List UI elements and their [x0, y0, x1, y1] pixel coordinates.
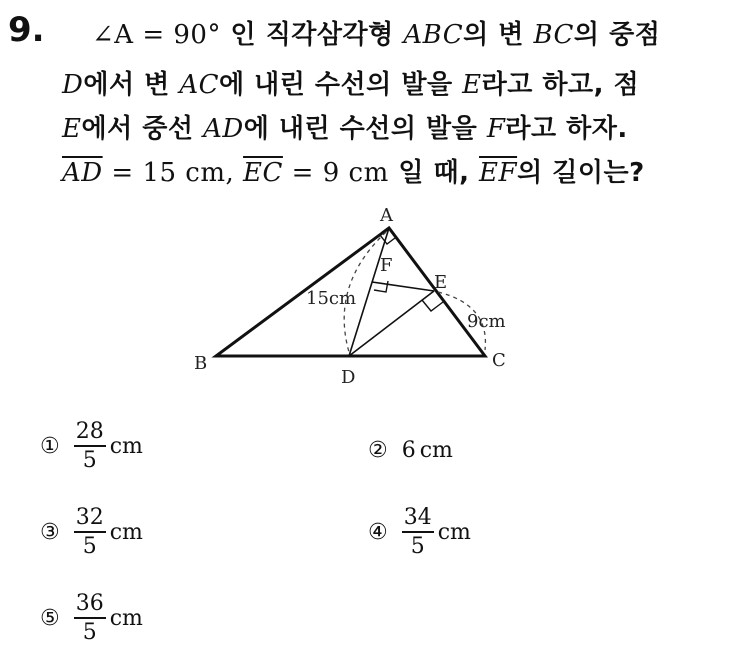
choice-1[interactable]	[40, 420, 143, 472]
numerator: 36	[74, 592, 106, 619]
label-b: B	[194, 353, 208, 374]
math-abc: ABC	[403, 20, 464, 50]
text: 에 내린 수선의 발을	[243, 114, 487, 144]
numerator: 32	[74, 506, 106, 533]
numerator: 34	[402, 506, 434, 533]
angle-condition: ∠A = 90°	[92, 20, 221, 50]
length-label-ad: 15cm	[306, 288, 357, 309]
denominator: 5	[82, 620, 97, 646]
unit: cm	[109, 605, 143, 631]
label-e: E	[434, 272, 448, 293]
segment-ef	[372, 282, 434, 291]
text: 의 중점	[573, 20, 661, 50]
unit: cm	[109, 519, 143, 545]
choice-4[interactable]	[368, 506, 471, 558]
denominator: 5	[82, 534, 97, 560]
segment-ec: $\overline{EC}$	[243, 158, 283, 188]
text: 의 길이는?	[517, 158, 645, 188]
text: 에서 변	[83, 70, 180, 100]
math-ad: AD	[203, 114, 244, 144]
choice-mark: ⑤	[40, 605, 60, 631]
numerator: 28	[74, 420, 106, 447]
choice-mark: ③	[40, 519, 60, 545]
segment-de	[349, 291, 434, 356]
segment-ef: $\overline{EF}$	[479, 158, 518, 188]
denominator: 5	[410, 534, 425, 560]
fraction	[74, 592, 106, 644]
choice-5[interactable]	[40, 592, 143, 644]
choice-2[interactable]	[368, 438, 453, 463]
right-angle-mark-a	[380, 235, 395, 244]
text: 라고 하자.	[505, 114, 628, 144]
math-d: D	[62, 70, 84, 100]
math-e: E	[62, 114, 82, 144]
unit: cm	[419, 438, 453, 463]
choice-3[interactable]	[40, 506, 143, 558]
unit: cm	[437, 519, 471, 545]
unit: cm	[109, 433, 143, 459]
text: 인 직각삼각형	[220, 20, 404, 50]
segment-ad: $\overline{AD}$	[62, 158, 103, 188]
length-label-ec: 9cm	[467, 311, 506, 332]
math-e: E	[462, 70, 482, 100]
choice-mark: ②	[368, 438, 388, 463]
question-number: 9.	[8, 10, 45, 50]
text: 에서 중선	[81, 114, 204, 144]
text: 의 변	[463, 20, 534, 50]
label-d: D	[341, 367, 356, 388]
choice-mark: ④	[368, 519, 388, 545]
math-ac: AC	[179, 70, 219, 100]
right-angle-mark-e	[422, 300, 443, 311]
fraction	[74, 420, 106, 472]
text: 에 내린 수선의 발을	[218, 70, 463, 100]
ad-value: = 15 cm,	[102, 158, 244, 188]
label-a: A	[380, 205, 393, 226]
fraction	[74, 506, 106, 558]
math-bc: BC	[533, 20, 574, 50]
math-f: F	[486, 114, 506, 144]
denominator: 5	[82, 448, 97, 474]
choice-value: 6	[401, 438, 416, 463]
label-c: C	[492, 350, 506, 371]
text: 일 때,	[388, 158, 480, 188]
ec-value: = 9 cm	[282, 158, 389, 188]
label-f: F	[380, 255, 393, 276]
choice-mark: ①	[40, 433, 60, 459]
fraction	[402, 506, 434, 558]
text: 라고 하고, 점	[481, 70, 640, 100]
